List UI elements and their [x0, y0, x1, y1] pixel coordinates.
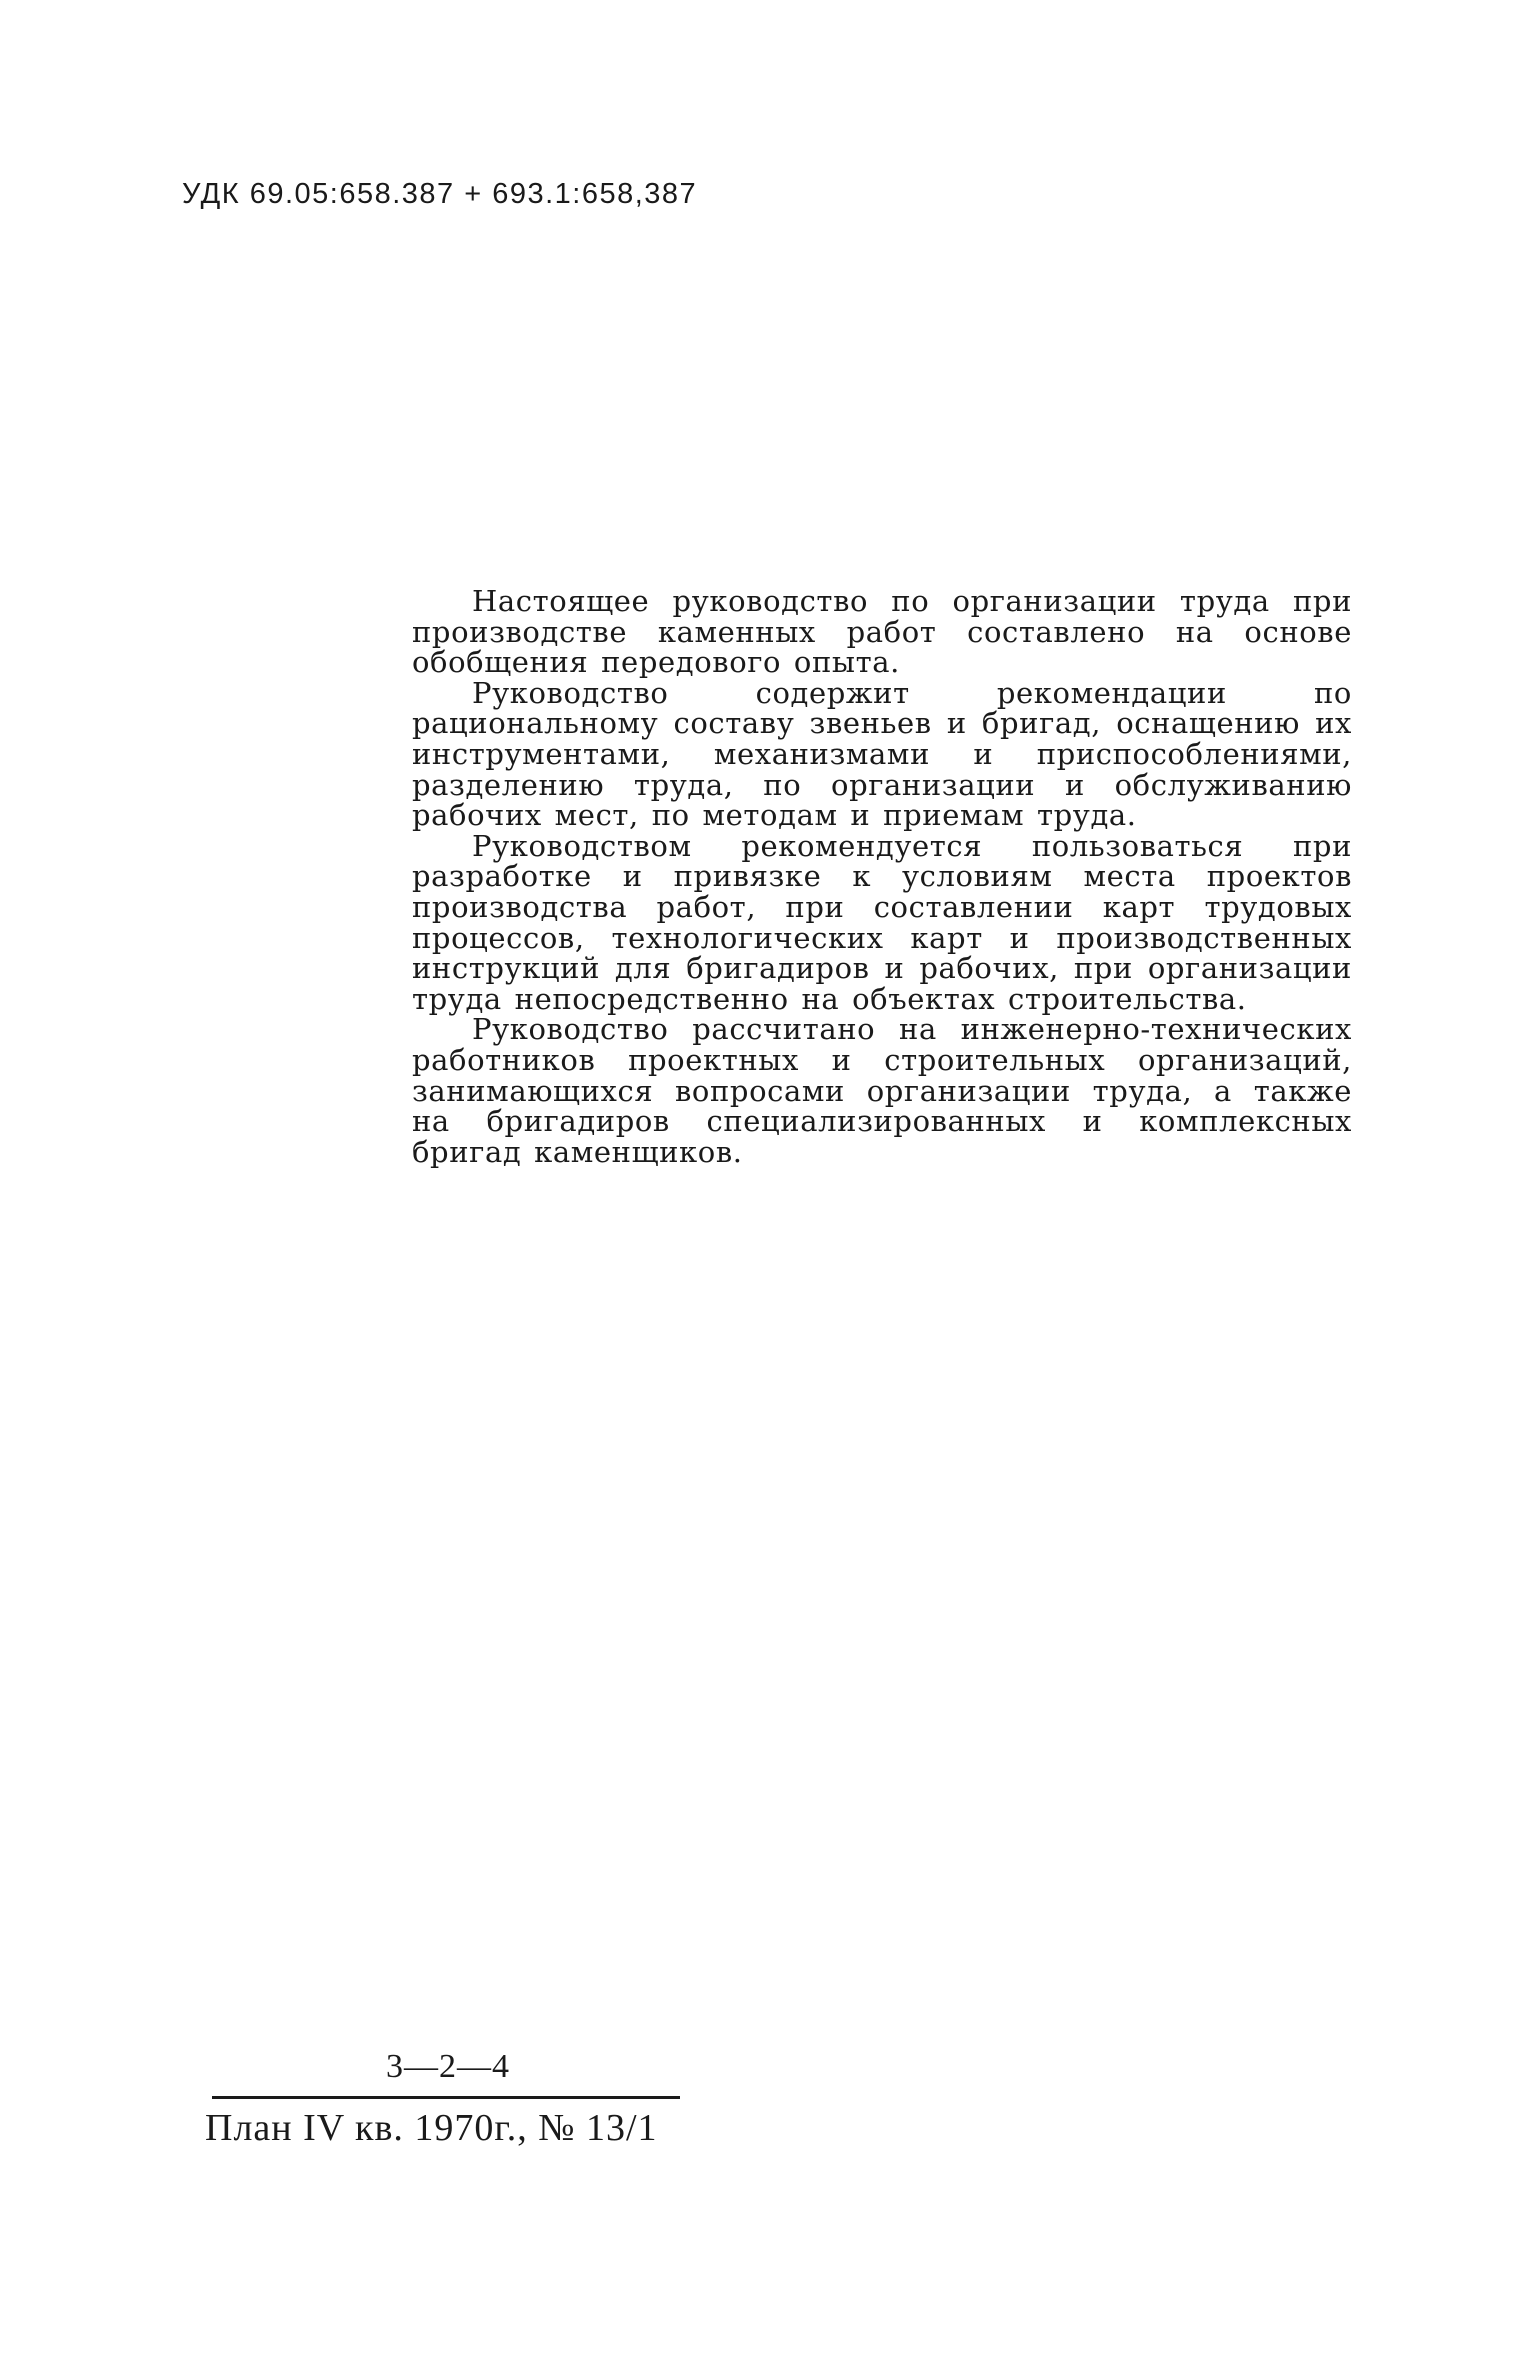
udc-classification: УДК 69.05:658.387 + 693.1:658,387	[182, 178, 698, 210]
imprint-divider	[212, 2096, 680, 2099]
abstract-paragraph-4: Руководство рассчитано на инженерно-технических работников проектных и строительных организаций, занимающихся вопросами организации труда, а также на бригадиров специализированных и комплексных бригад каменщиков.	[412, 1012, 1352, 1169]
abstract-paragraph-2: Руководство содержит рекомендации по рациональному составу звеньев и бригад, оснащению их инструментами, механизмами и приспособлениями, разделению труда, по организации и обслуживанию рабочих мест, по методам и приемам труда.	[412, 675, 1352, 833]
abstract-text	[412, 586, 1352, 1167]
publication-plan: План IV кв. 1970г., № 13/1	[205, 2107, 658, 2149]
abstract-paragraph-1: Настоящее руководство по организации труда при производстве каменных работ составлено на основе обобщения передового опыта.	[412, 584, 1352, 680]
abstract-paragraph-3: Руководством рекомендуется пользоваться при разработке и привязке к условиям места проектов производства работ, при составлении карт трудовых процессов, технологических карт и производственных инструкций для бригадиров и рабочих, при организации труда непосредственно на объектах строительства.	[412, 828, 1352, 1016]
publication-code: 3—2—4	[386, 2048, 510, 2085]
